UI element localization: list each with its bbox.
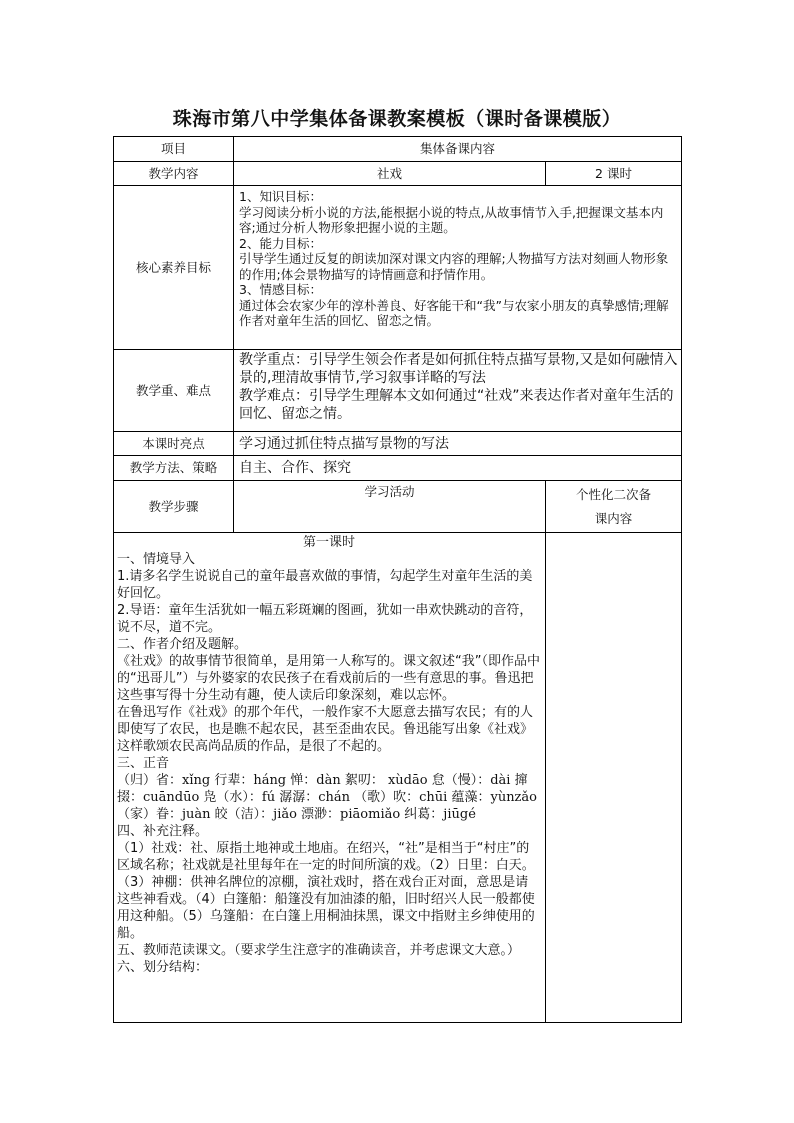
header-content: 集体备课内容 (234, 137, 682, 162)
highlight-label: 本课时亮点 (114, 432, 234, 456)
steps-personal-line: 个性化二次备 (576, 486, 652, 502)
personal-notes-cell (546, 533, 682, 1023)
highlight-row (114, 432, 682, 456)
content-value: 社戏 (234, 162, 546, 186)
lesson-line: 四、补充注释。 (117, 824, 209, 839)
page-title: 珠海市第八中学集体备课教案模板（课时备课模版） (172, 108, 622, 130)
keypoints-label: 教学重、难点 (114, 350, 234, 432)
method-value: 自主、合作、探究 (234, 456, 682, 481)
lesson-heading: 第一课时 (302, 535, 355, 550)
method-label: 教学方法、策略 (114, 456, 234, 481)
steps-activity: 学习活动 (234, 481, 546, 533)
goal-line: 1、知识目标： (239, 189, 322, 204)
keypoint-line: 教学难点：引导学生理解本文如何通过“社戏”来表达作者对童年生活的回忆、留恋之情。 (239, 388, 674, 422)
goals-label: 核心素养目标 (114, 186, 234, 350)
lesson-line: 在鲁迅写作《社戏》的那个年代，一般作家不大愿意去描写农民；有的人即使写了农民，也是瞧不起农民，甚至歪曲农民。鲁迅能写出象《社戏》这样歌颂农民高尚品质的作品，是很了不起的。 (117, 705, 534, 754)
lesson-line: 二、作者介绍及题解。 (117, 637, 248, 652)
lesson-line: 一、情境导入 (117, 552, 196, 567)
lesson-line: 五、教师范读课文。（要求学生注意字的准确读音，并考虑课文大意。） (117, 943, 521, 958)
header-row (114, 137, 682, 162)
keypoints-row (114, 350, 682, 432)
lesson-line: 《社戏》的故事情节很简单，是用第一人称写的。课文叙述“我”（即作品中的“迅哥儿”）与外婆家的农民孩子在看戏前后的一些有意思的事。鲁迅把这些事写得十分生动有趣，使人读后印象深刻，难以忘怀。 (117, 654, 540, 703)
content-label: 教学内容 (114, 162, 234, 186)
lesson-plan-table (113, 136, 682, 1023)
lesson-line: 六、划分结构： (117, 960, 209, 975)
lesson-line: （1）社戏：社、原指土地神或土地庙。在绍兴，“社”是相当于“村庄”的区域名称；社戏就是社里每年在一定的时间所演的戏。（2）日里：白天。（3）神棚：供神名牌位的凉棚，演社戏时，搭在戏台正对面，意思是请这些神看戏。（4）白篷船：船篷没有加油漆的船，旧时绍兴人民一般都使用这种船。（5）乌篷船：在白篷上用桐油抹黑，课文中指财主乡绅使用的船。 (117, 841, 535, 941)
content-row (114, 162, 682, 186)
goal-line: 学习阅读分析小说的方法,能根据小说的特点,从故事情节入手,把握课文基本内容;通过分析人物形象把握小说的主题。 (239, 204, 664, 235)
keypoint-line: 教学重点：引导学生领会作者是如何抓住特点描写景物,又是如何融情入景的,理清故事情节,学习叙事详略的写法 (239, 352, 678, 386)
goal-line: 2、能力目标： (239, 235, 322, 251)
header-item: 项目 (114, 137, 234, 162)
lesson-line: 三、正音 (117, 756, 170, 771)
goals-row (114, 186, 682, 350)
highlight-value: 学习通过抓住特点描写景物的写法 (234, 432, 682, 456)
lesson-line: 2.导语：童年生活犹如一幅五彩斑斓的图画，犹如一串欢快跳动的音符，说不尽，道不完。 (117, 603, 533, 635)
goal-line: 引导学生通过反复的朗读加深对课文内容的理解;人物描写方法对刻画人物形象的作用;体会景物描写的诗情画意和抒情作用。 (239, 251, 669, 282)
steps-row (114, 481, 682, 533)
lesson-line: （归）省：xǐng 行辈：háng 惮：dàn 絮叨： xùdāo 怠（慢）：dài 撺掇：cuāndūo 凫（水）：fú 潺潺：chán （歌）吹：chūi 蕴藻：yùnzǎo （家）眷：juàn 皎（洁）：jiǎo 漂渺：piāomiǎo 纠葛：jiūgé (117, 773, 537, 822)
lesson-line: 1.请多名学生说说自己的童年最喜欢做的事情，勾起学生对童年生活的美好回忆。 (117, 569, 533, 601)
steps-personal (546, 481, 682, 533)
goals-content (234, 186, 682, 350)
method-row (114, 456, 682, 481)
goal-line: 通过体会农家少年的淳朴善良、好客能干和“我”与农家小朋友的真挚感情;理解作者对童年生活的回忆、留恋之情。 (239, 297, 669, 328)
content-hours: 2 课时 (546, 162, 682, 186)
steps-personal-line: 课内容 (594, 510, 633, 526)
lesson-row (114, 533, 682, 1023)
steps-label: 教学步骤 (114, 481, 234, 533)
goal-line: 3、情感目标： (239, 282, 322, 297)
lesson-content (114, 533, 546, 1023)
keypoints-content (234, 350, 682, 432)
